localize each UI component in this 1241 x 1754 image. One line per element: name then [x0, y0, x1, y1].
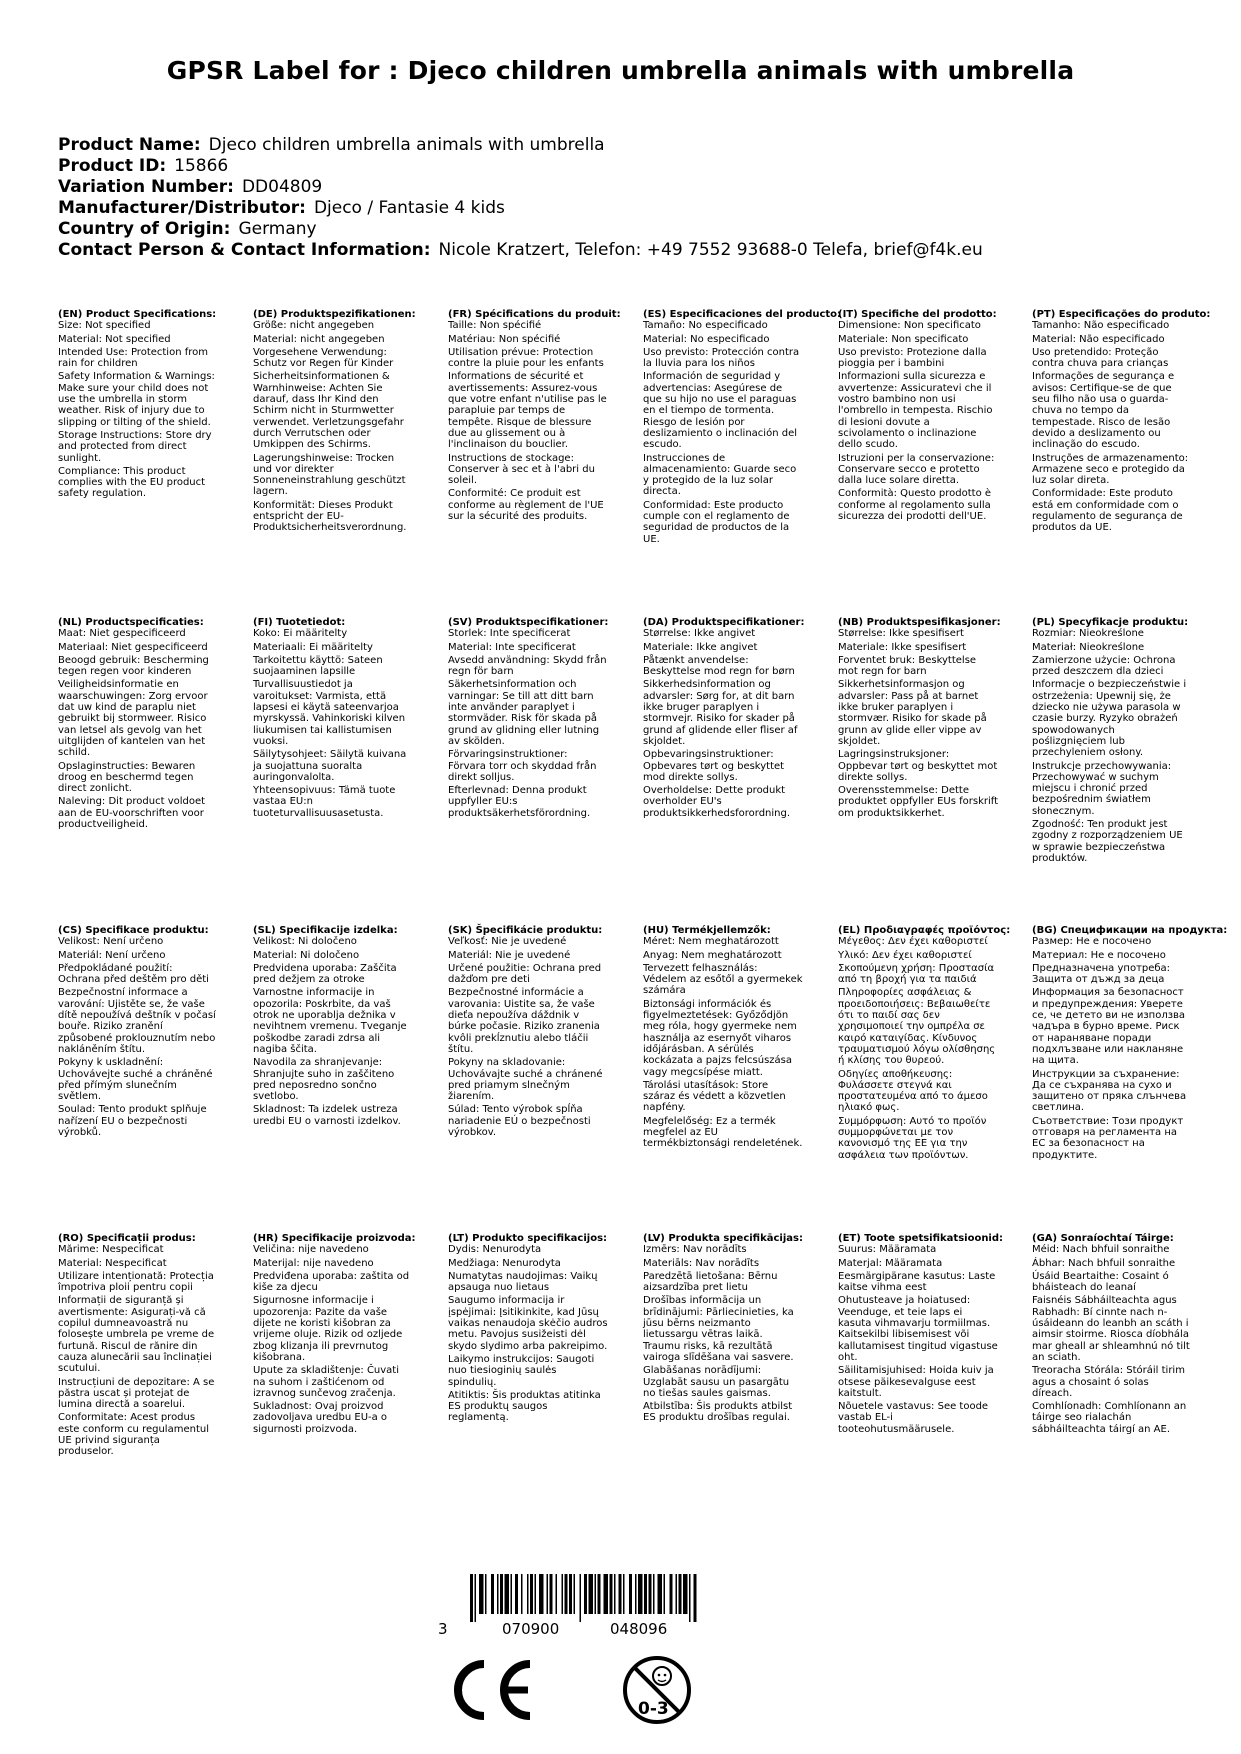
spec-line: Utilisation prévue: Protection contre la pluie pour les enfants: [448, 346, 604, 370]
barcode-bars: [464, 1574, 704, 1622]
barcode-bar: [535, 1574, 537, 1614]
spec-line: Størrelse: Ikke spesifisert: [838, 628, 964, 640]
barcode-bar: [658, 1574, 663, 1614]
spec-block: [1032, 617, 1192, 866]
info-product-name: [58, 135, 1208, 156]
spec-line: Material: Nespecificat: [58, 1257, 167, 1269]
barcode-bar: [584, 1574, 587, 1614]
spec-line: Materiál: Nie je uvedené: [448, 949, 571, 961]
spec-line: Koko: Ei määritelty: [253, 628, 348, 640]
spec-line: Συμμόρφωση: Αυτό το προϊόν συμμορφώνεται με τον κανονισμό της ΕΕ για την ασφάλεια των προϊόντων.: [838, 1115, 987, 1161]
spec-block: [448, 1233, 608, 1426]
spec-line: Uso pretendido: Proteção contra chuva para crianças: [1032, 346, 1169, 370]
spec-block: [838, 1233, 1004, 1437]
info-value: 15866: [174, 156, 229, 176]
spec-line: Comhlíonadh: Comhlíonann an táirge seo rialachán sábháilteachta táirgí an AE.: [1032, 1401, 1187, 1435]
spec-line: Storlek: Inte specificerat: [448, 628, 571, 640]
spec-heading: (HU) Termékjellemzők:: [643, 925, 771, 936]
product-info: [58, 135, 1208, 261]
spec-line: Súlad: Tento výrobok spĺňa nariadenie EÚ o bezpečnosti výrobkov.: [448, 1104, 591, 1139]
spec-line: Safety Information & Warnings: Make sure your child does not use the umbrella in storm weather. Risk of injury due to slipping or tilting of the shield.: [58, 371, 215, 428]
spec-line: Konformität: Dieses Produkt entspricht der EU-Produktsicherheitsverordnung.: [253, 499, 407, 534]
spec-line: Material: Not specified: [58, 333, 171, 345]
spec-line: Instructions de stockage: Conserver à sec et à l'abri du soleil.: [448, 452, 595, 487]
spec-line: Avsedd användning: Skydd från regn för barn: [448, 654, 607, 678]
spec-line: Materiál: Není určeno: [58, 949, 166, 961]
spec-line: Glabāšanas norādījumi: Uzglabāt sausu un pasargātu no tiešas saules gaismas.: [643, 1365, 790, 1399]
spec-line: Megfelelőség: Ez a termék megfelel az EU termékbiztonsági rendeletének.: [643, 1115, 803, 1150]
spec-line: Informacje o bezpieczeństwie i ostrzeżenia: Upewnij się, że dziecko nie używa parasola w czasie burzy. Ryzyko obrażeń spowodowanych poślizgnięciem lub przechyleniem osłony.: [1032, 679, 1187, 759]
barcode-bar: [653, 1574, 655, 1614]
spec-line: Lagerungshinweise: Trocken und vor direkter Sonneneinstrahlung geschützt lagern.: [253, 452, 406, 498]
barcode-bar: [623, 1574, 625, 1614]
barcode-bar: [694, 1574, 697, 1622]
spec-line: Съответствие: Този продукт отговаря на регламента на ЕС за безопасност на продуктите.: [1032, 1115, 1184, 1161]
spec-line: Instrukcje przechowywania: Przechowywać w suchym miejscu i chronić przed bezpośrednim światłem słonecznym.: [1032, 760, 1172, 817]
spec-line: Informazioni sulla sicurezza e avvertenze: Assicuratevi che il vostro bambino non usi l'ombrello in tempesta. Rischio di lesioni dovute a scivolamento o inclinazione dello scudo.: [838, 371, 993, 451]
info-value: Djeco / Fantasie 4 kids: [313, 198, 505, 218]
spec-line: Tárolási utasítások: Store száraz és védett a közvetlen napfény.: [643, 1079, 786, 1114]
spec-heading: (IT) Specifiche del prodotto:: [838, 309, 997, 320]
spec-heading: (ES) Especificaciones del producto:: [643, 309, 842, 320]
spec-heading: (ET) Toote spetsifikatsioonid:: [838, 1233, 1004, 1244]
barcode-bar: [556, 1574, 558, 1614]
spec-line: Påtænkt anvendelse: Beskyttelse mod regn for børn: [643, 654, 795, 678]
spec-line: Saugumo informacija ir įspėjimai: Įsitikinkite, kad Jūsų vaikas nenaudoja skėčio audros metu. Pavojus susižeisti dėl skydo slydimo arba pakreipimo.: [448, 1295, 608, 1352]
spec-line: Sikkerhedsinformation og advarsler: Sørg for, at dit barn ikke bruger paraplyen i stormvejr. Risiko for skader på grund af glidende eller fliser af skjoldet.: [643, 679, 798, 747]
spec-line: Určené použitie: Ochrana pred dažďom pre deti: [448, 962, 602, 986]
spec-line: Biztonsági információk és figyelmeztetések: Győződjön meg róla, hogy gyermeke nem használja az esernyőt viharos időjárásban. A sérülés kockázata a pajzs felcsúszása vagy megcsípése miatt.: [643, 998, 797, 1078]
spec-line: Ábhar: Nach bhfuil sonraithe: [1032, 1257, 1176, 1269]
spec-line: Turvallisuustiedot ja varoitukset: Varmista, että lapsesi ei käytä sateenvarjoa myrskyssä. Vahinkoriski kilven liukumisen tai kallistumisen vuoksi.: [253, 679, 406, 747]
info-value: Djeco children umbrella animals with umbrella: [208, 135, 605, 155]
info-country-of-origin: [58, 219, 1208, 240]
ean-barcode: [434, 1574, 734, 1644]
spec-line: Varnostne informacije in opozorila: Poskrbite, da vaš otrok ne uporablja dežnika v nevihtnem vremenu. Tveganje poškodbe zaradi zdrsa ali nagiba ščita.: [253, 987, 407, 1055]
spec-line: Atitiktis: Šis produktas atitinka ES produktų saugos reglamentą.: [448, 1389, 601, 1424]
spec-line: Säkerhetsinformation och varningar: Se till att ditt barn inte använder paraplyet i stormväder. Risk för skada på grund av glidning eller lutning av skölden.: [448, 679, 600, 747]
info-label: Product ID:: [58, 156, 167, 176]
barcode-bar: [565, 1574, 568, 1614]
barcode-bar: [539, 1574, 544, 1614]
spec-heading: (PL) Specyfikacje produktu:: [1032, 617, 1189, 628]
barcode-bar: [629, 1574, 632, 1614]
spec-line: Uso previsto: Protección contra la lluvia para los niños: [643, 346, 800, 370]
spec-heading: (SV) Produktspecifikationer:: [448, 617, 609, 628]
spec-line: Storage Instructions: Store dry and protected from direct sunlight.: [58, 429, 212, 464]
spec-line: Naleving: Dit product voldoet aan de EU-voorschriften voor productveiligheid.: [58, 796, 206, 831]
spec-line: Méid: Nach bhfuil sonraithe: [1032, 1244, 1170, 1256]
barcode-bar: [574, 1574, 576, 1614]
age-range-label: 0-3: [638, 1699, 669, 1719]
info-value: Nicole Kratzert, Telefon: +49 7552 93688-0 Telefa, brief@f4k.eu: [438, 240, 983, 260]
spec-line: Laikymo instrukcijos: Saugoti nuo tiesioginių saulės spindulių.: [448, 1353, 595, 1388]
barcode-left-digit: 3: [438, 1620, 448, 1638]
spec-block: [643, 1233, 803, 1426]
spec-line: Material: Ni določeno: [253, 949, 360, 961]
spec-block: [58, 617, 218, 832]
barcode-bar: [569, 1574, 572, 1614]
spec-line: Υλικό: Δεν έχει καθοριστεί: [838, 949, 972, 961]
spec-line: Size: Not specified: [58, 320, 151, 332]
spec-heading: (CS) Specifikace produktu:: [58, 925, 209, 936]
spec-block: [448, 617, 608, 821]
spec-block: [838, 309, 998, 524]
barcode-bar: [679, 1574, 682, 1614]
spec-block: [838, 925, 1011, 1163]
spec-line: Instruções de armazenamento: Armazene seco e protegido da luz solar direta.: [1032, 452, 1189, 487]
spec-block: [643, 309, 842, 547]
barcode-bar: [589, 1574, 594, 1614]
label-title: GPSR Label for : Djeco children umbrella animals with umbrella: [166, 56, 1075, 85]
spec-line: Tamanho: Não especificado: [1032, 320, 1170, 332]
barcode-bar: [664, 1574, 666, 1614]
spec-line: Efterlevnad: Denna produkt uppfyller EU:s produktsäkerhetsförordning.: [448, 785, 591, 819]
spec-line: Instrucciones de almacenamiento: Guarde seco y protegido de la luz solar directa.: [643, 452, 797, 498]
spec-heading: (NL) Productspecificaties:: [58, 617, 204, 628]
barcode-bar: [604, 1574, 609, 1614]
spec-line: Materijal: nije navedeno: [253, 1257, 374, 1269]
barcode-bar: [644, 1574, 647, 1614]
compliance-marks: [448, 1654, 748, 1734]
spec-heading: (PT) Especificações do produto:: [1032, 309, 1211, 320]
spec-line: Dydis: Nenurodyta: [448, 1244, 542, 1256]
spec-block: [253, 1233, 416, 1437]
spec-line: Οδηγίες αποθήκευσης: Φυλάσσετε στεγνά και προστατευμένα από το άμεσο ηλιακό φως.: [838, 1068, 988, 1114]
barcode-bar: [527, 1574, 529, 1614]
spec-block: [253, 617, 413, 821]
spec-line: Materiał: Nieokreślone: [1032, 641, 1145, 653]
spec-line: Izmērs: Nav norādīts: [643, 1244, 747, 1256]
spec-line: Soulad: Tento produkt splňuje nařízení EU o bezpečnosti výrobků.: [58, 1104, 207, 1139]
spec-block: [1032, 309, 1211, 536]
info-product-id: [58, 156, 1208, 177]
spec-line: Μέγεθος: Δεν έχει καθοριστεί: [838, 936, 988, 948]
spec-line: Rozmiar: Nieokreślone: [1032, 628, 1144, 640]
spec-line: Materiale: Non specificato: [838, 333, 969, 345]
spec-line: Informações de segurança e avisos: Certifique-se de que seu filho não usa o guarda-chuva no tempo da tempestade. Risco de lesão devido a deslizamento ou inclinação do escudo.: [1032, 371, 1175, 451]
spec-heading: (EN) Product Specifications:: [58, 309, 217, 320]
spec-line: Bezpečnostní informace a varování: Ujistěte se, že vaše dítě nepoužívá deštník v počasí bouře. Riziko zranění způsobené proklouznutím nebo nakláněním štítu.: [58, 987, 216, 1055]
spec-line: Материал: Не е посочено: [1032, 949, 1166, 961]
spec-heading: (BG) Спецификации на продукта:: [1032, 925, 1228, 936]
spec-heading: (SL) Specifikacije izdelka:: [253, 925, 398, 936]
info-manufacturer: [58, 198, 1208, 219]
spec-line: Tervezett felhasználás: Védelem az esőtől a gyermekek számára: [643, 962, 803, 997]
spec-line: Zgodność: Ten produkt jest zgodny z rozporządzeniem UE w sprawie bezpieczeństwa produktów.: [1032, 819, 1183, 864]
spec-line: Beoogd gebruik: Bescherming tegen regen voor kinderen: [58, 654, 209, 678]
info-value: DD04809: [241, 177, 323, 197]
spec-line: Tarkoitettu käyttö: Sateen suojaaminen lapsille: [253, 654, 383, 678]
spec-line: Pokyny na skladovanie: Uchovávajte suché a chránené pred priamym slnečným žiarením.: [448, 1057, 603, 1103]
spec-heading: (FR) Spécifications du produit:: [448, 309, 621, 320]
spec-line: Instrucțiuni de depozitare: A se păstra uscat și protejat de lumina directă a soarelui.: [58, 1376, 215, 1411]
spec-line: Predviđena uporaba: zaštita od kiše za djecu: [253, 1270, 410, 1294]
spec-heading: (GA) Sonraíochtaí Táirge:: [1032, 1233, 1174, 1244]
spec-block: [58, 925, 218, 1140]
spec-line: Skladnost: Ta izdelek ustreza uredbi EU o varnosti izdelkov.: [253, 1104, 401, 1127]
spec-line: Información de seguridad y advertencias: Asegúrese de que su hijo no use el paraguas en el tiempo de tormenta. Riesgo de lesión por deslizamiento o inclinación del escudo.: [643, 371, 797, 451]
info-variation-number: [58, 177, 1208, 198]
spec-line: Предназначена употреба: Защита от дъжд за деца: [1032, 962, 1171, 986]
barcode-bar: [635, 1574, 637, 1614]
spec-heading: (DE) Produktspezifikationen:: [253, 309, 416, 320]
info-label: Product Name:: [58, 135, 201, 155]
barcode-bar: [485, 1574, 487, 1614]
spec-line: Pokyny k uskladnění: Uchovávejte suché a chráněné před přímým slunečním světlem.: [58, 1057, 213, 1103]
spec-line: Инструкции за съхранение: Да се съхранява на сухо и защитено от пряка слънчева светлина.: [1032, 1068, 1187, 1114]
spec-line: Numatytas naudojimas: Vaikų apsauga nuo lietaus: [448, 1270, 598, 1294]
barcode-bar: [470, 1574, 473, 1622]
spec-line: Vorgesehene Verwendung: Schutz vor Regen für Kinder: [253, 346, 394, 370]
barcode-bar: [598, 1574, 601, 1614]
spec-line: Atbilstība: Šis produkts atbilst ES produktu drošības regulai.: [643, 1401, 793, 1424]
spec-line: Размер: Не е посочено: [1032, 936, 1152, 948]
spec-line: Méret: Nem meghatározott: [643, 936, 779, 948]
barcode-bar: [500, 1574, 503, 1614]
spec-line: Ohutusteave ja hoiatused: Veenduge, et teie laps ei kasuta vihmavarju tormiilmas. Kaitsekilbi libisemisest või kallutamisest tingitud vigastuse oht.: [838, 1295, 998, 1363]
barcode-bar: [521, 1574, 523, 1614]
spec-line: Treoracha Stórála: Stóráil tirim agus a chosaint ó solas díreach.: [1032, 1365, 1185, 1399]
info-label: Manufacturer/Distributor:: [58, 198, 306, 218]
spec-block: [643, 617, 803, 821]
spec-line: Matériau: Non spécifié: [448, 333, 561, 345]
spec-line: Veličina: nije navedeno: [253, 1244, 369, 1256]
spec-block: [1032, 1233, 1192, 1437]
barcode-bar: [614, 1574, 616, 1614]
spec-line: Conformità: Questo prodotto è conforme al regolamento sulla sicurezza dei prodotti dell'UE.: [838, 488, 992, 523]
spec-line: Material: Inte specificerat: [448, 641, 576, 653]
spec-heading: (HR) Specifikacije proizvoda:: [253, 1233, 416, 1244]
spec-line: Compliance: This product complies with the EU product safety regulation.: [58, 465, 206, 500]
spec-line: Veiligheidsinformatie en waarschuwingen: Zorg ervoor dat uw kind de paraplu niet gebruikt bij stormweer. Risico van letsel als gevolg van het uitglijden of kantelen van het schild.: [58, 679, 208, 759]
spec-line: Dimensione: Non specificato: [838, 320, 981, 332]
spec-line: Nõuetele vastavus: See toode vastab EL-i tooteohutusmäärusele.: [838, 1401, 989, 1435]
spec-line: Sicherheitsinformationen & Warnhinweise: Achten Sie darauf, dass Ihr Kind den Schirm nicht in Sturmwetter verwendet. Verletzungsgefahr durch Verrutschen oder Umkippen des Schirms.: [253, 371, 404, 451]
spec-line: Sukladnost: Ovaj proizvod zadovoljava uredbu EU-a o sigurnosti proizvoda.: [253, 1401, 388, 1435]
spec-block: [58, 309, 218, 502]
spec-line: Conformité: Ce produit est conforme au règlement de l'UE sur la sécurité des produits.: [448, 488, 604, 523]
info-value: Germany: [238, 219, 317, 239]
barcode-group-2: 048096: [610, 1620, 668, 1638]
info-label: Contact Person & Contact Information:: [58, 240, 431, 260]
spec-line: Faisnéis Sábháilteachta agus Rabhadh: Bí cinnte nach n-úsáideann do leanbh an scáth i aimsir stoirme. Riosca díobhála mar gheall ar shleamhnú nó tilt an sciath.: [1032, 1295, 1190, 1363]
spec-line: Mărime: Nespecificat: [58, 1244, 164, 1256]
spec-block: [253, 925, 413, 1129]
barcode-bar: [530, 1574, 533, 1614]
spec-line: Materiale: Ikke spesifisert: [838, 641, 967, 653]
barcode-bar: [595, 1574, 597, 1614]
barcode-bar: [479, 1574, 484, 1614]
spec-heading: (NB) Produktspesifikasjoner:: [838, 617, 1001, 628]
barcode-bar: [610, 1574, 613, 1614]
barcode-bar: [497, 1574, 499, 1614]
spec-block: [448, 925, 608, 1140]
barcode-bar: [505, 1574, 510, 1614]
spec-line: Opslaginstructies: Bewaren droog en beschermd tegen direct zonlicht.: [58, 760, 196, 795]
spec-line: Størrelse: Ikke angivet: [643, 628, 756, 640]
spec-line: Säilitamisjuhised: Hoida kuiv ja otsese päikesevalguse eest kaitstult.: [838, 1365, 994, 1399]
info-label: Country of Origin:: [58, 219, 231, 239]
spec-line: Eesmärgipärane kasutus: Laste kaitse vihma eest: [838, 1270, 996, 1294]
barcode-bar: [619, 1574, 622, 1614]
barcode-bar: [562, 1574, 564, 1614]
spec-heading: (EL) Προδιαγραφές προϊόντος:: [838, 925, 1011, 936]
spec-line: Conformidade: Este produto está em conformidade com o regulamento de segurança de produtos da UE.: [1032, 488, 1183, 534]
spec-line: Upute za skladištenje: Čuvati na suhom i zaštićenom od izravnog sunčevog zračenja.: [253, 1365, 400, 1399]
spec-line: Sikkerhetsinformasjon og advarsler: Pass på at barnet ikke bruker paraplyen i stormvær. Risiko for skade på grunn av glide eller vippe av skjoldet.: [838, 679, 987, 747]
spec-block: [253, 309, 416, 536]
barcode-group-1: 070900: [502, 1620, 560, 1638]
spec-line: Materjal: Määramata: [838, 1257, 943, 1269]
barcode-bar: [670, 1574, 673, 1614]
spec-line: Material: Não especificado: [1032, 333, 1165, 345]
spec-heading: (RO) Specificații produs:: [58, 1233, 196, 1244]
barcode-bar: [580, 1574, 582, 1622]
spec-line: Maat: Niet gespecificeerd: [58, 628, 186, 640]
spec-line: Säilytysohjeet: Säilytä kuivana ja suojattuna suoralta auringonvalolta.: [253, 749, 407, 783]
spec-heading: (DA) Produktspecifikationer:: [643, 617, 805, 628]
spec-line: Yhteensopivuus: Tämä tuote vastaa EU:n tuoteturvallisuusasetusta.: [253, 785, 396, 819]
spec-line: Materiale: Ikke angivet: [643, 641, 758, 653]
age-0-3-warning-icon: [625, 1658, 689, 1722]
spec-heading: (LV) Produkta specifikācijas:: [643, 1233, 803, 1244]
spec-line: Anyag: Nem meghatározott: [643, 949, 782, 961]
barcode-bar: [689, 1574, 691, 1622]
spec-line: Opbevaringsinstruktioner: Opbevares tørt og beskyttet mod direkte sollys.: [643, 749, 785, 783]
spec-line: Πληροφορίες ασφάλειας & προειδοποιήσεις: Βεβαιωθείτε ότι το παιδί σας δεν χρησιμοποιεί την ομπρέλα σε καιρό καταιγίδας. Κίνδυνος τραυματισμού λόγω ολίσθησης ή κλίσης του θυρεού.: [838, 987, 996, 1067]
spec-line: Zamierzone użycie: Ochrona przed deszczem dla dzieci: [1032, 654, 1176, 678]
ce-mark-icon: [458, 1664, 530, 1716]
barcode-bar: [515, 1574, 518, 1614]
spec-line: Uso previsto: Protezione dalla pioggia per i bambini: [838, 346, 987, 370]
spec-line: Overholdelse: Dette produkt overholder EU's produktsikkerhedsforordning.: [643, 785, 791, 819]
barcode-bar: [511, 1574, 513, 1614]
info-contact: [58, 240, 1208, 261]
spec-line: Předpokládané použití: Ochrana před deštěm pro děti: [58, 962, 209, 986]
spec-block: [1032, 925, 1228, 1163]
spec-line: Taille: Non spécifié: [448, 320, 542, 332]
spec-line: Conformidad: Este producto cumple con el reglamento de seguridad de productos de la UE.: [643, 499, 790, 545]
spec-line: Overensstemmelse: Dette produktet oppfyller EUs forskrift om produktsikkerhet.: [838, 785, 999, 819]
spec-block: [448, 309, 621, 524]
spec-line: Velikost: Ni določeno: [253, 936, 357, 948]
spec-line: Paredzētā lietošana: Bērnu aizsardzība pret lietu: [643, 1270, 778, 1294]
info-label: Variation Number:: [58, 177, 234, 197]
spec-line: Tamaño: No especificado: [643, 320, 768, 332]
spec-line: Medžiaga: Nenurodyta: [448, 1257, 561, 1269]
barcode-bar: [491, 1574, 494, 1614]
spec-line: Úsáid Beartaithe: Cosaint ó bháisteach do leanaí: [1032, 1270, 1169, 1294]
spec-line: Veľkosť: Nie je uvedené: [448, 936, 567, 948]
barcode-bar: [550, 1574, 553, 1614]
barcode-bar: [649, 1574, 652, 1614]
spec-heading: (LT) Produkto specifikacijos:: [448, 1233, 608, 1244]
spec-line: Lagringsinstruksjoner: Oppbevar tørt og beskyttet mot direkte sollys.: [838, 749, 998, 783]
spec-line: Информация за безопасност и предупреждения: Уверете се, че детето ви не използва чадъра в бурно време. Риск от нараняване поради подхлъзване или накланяне на щита.: [1032, 987, 1186, 1067]
spec-line: Material: nicht angegeben: [253, 333, 385, 345]
spec-line: Utilizare intenționată: Protecția împotriva ploii pentru copii: [58, 1270, 214, 1294]
spec-line: Intended Use: Protection from rain for children: [58, 346, 208, 370]
barcode-bar: [475, 1574, 477, 1622]
spec-line: Materiāls: Nav norādīts: [643, 1257, 760, 1269]
spec-line: Navodila za shranjevanje: Shranjujte suho in zaščiteno pred neposredno sončno svetlobo.: [253, 1057, 395, 1103]
spec-block: [643, 925, 803, 1152]
spec-line: Bezpečnostné informácie a varovania: Uistite sa, že vaše dieťa nepoužíva dáždnik v búrke počasie. Riziko zranenia kvôli prekĺznutiu alebo tláčii štítu.: [448, 987, 600, 1055]
spec-line: Informations de sécurité et avertissements: Assurez-vous que votre enfant n'utilise pas le parapluie par temps de tempête. Risque de blessure due au glissement ou à l'inclinaison du bouclier.: [448, 371, 607, 451]
barcode-bar: [638, 1574, 643, 1614]
spec-block: [838, 617, 1001, 821]
spec-line: Istruzioni per la conservazione: Conservare secco e protetto dalla luce solare diretta.: [838, 452, 995, 487]
spec-line: Forventet bruk: Beskyttelse mot regn for barn: [838, 654, 977, 678]
spec-line: Größe: nicht angegeben: [253, 320, 375, 332]
spec-line: Material: No especificado: [643, 333, 770, 345]
spec-line: Predvidena uporaba: Zaščita pred dežjem za otroke: [253, 962, 397, 986]
barcode-bar: [547, 1574, 549, 1614]
spec-line: Informații de siguranță și avertismente: Asigurați-vă că copilul dumneavoastră nu folosește umbrela pe vreme de furtună. Riscul de rănire din cauza alunecării sau înclinației scutului.: [58, 1295, 215, 1375]
spec-line: Velikost: Není určeno: [58, 936, 164, 948]
spec-heading: (FI) Tuotetiedot:: [253, 617, 346, 628]
spec-line: Materiaal: Niet gespecificeerd: [58, 641, 208, 653]
spec-line: Förvaringsinstruktioner: Förvara torr och skyddad från direkt solljus.: [448, 749, 597, 783]
spec-block: [58, 1233, 218, 1460]
spec-line: Σκοπούμενη χρήση: Προστασία από τη βροχή για τα παιδιά: [838, 962, 995, 986]
barcode-bar: [683, 1574, 688, 1614]
spec-line: Drošības informācija un brīdinājumi: Pārliecinieties, ka jūsu bērns neizmanto lietussargu vētras laikā. Traumu risks, kā rezultātā vairoga slīdēšana vai sasvere.: [643, 1295, 794, 1363]
spec-line: Suurus: Määramata: [838, 1244, 937, 1256]
barcode-bar: [676, 1574, 678, 1614]
spec-heading: (SK) Špecifikácie produktu:: [448, 925, 603, 936]
spec-line: Conformitate: Acest produs este conform cu regulamentul UE privind siguranța produselor.: [58, 1412, 209, 1458]
spec-line: Sigurnosne informacije i upozorenja: Pazite da vaše dijete ne koristi kišobran za vrijeme oluje. Rizik od ozljede zbog klizanja ili prevrnutog kišobrana.: [253, 1295, 403, 1363]
spec-line: Materiaali: Ei määritelty: [253, 641, 373, 653]
